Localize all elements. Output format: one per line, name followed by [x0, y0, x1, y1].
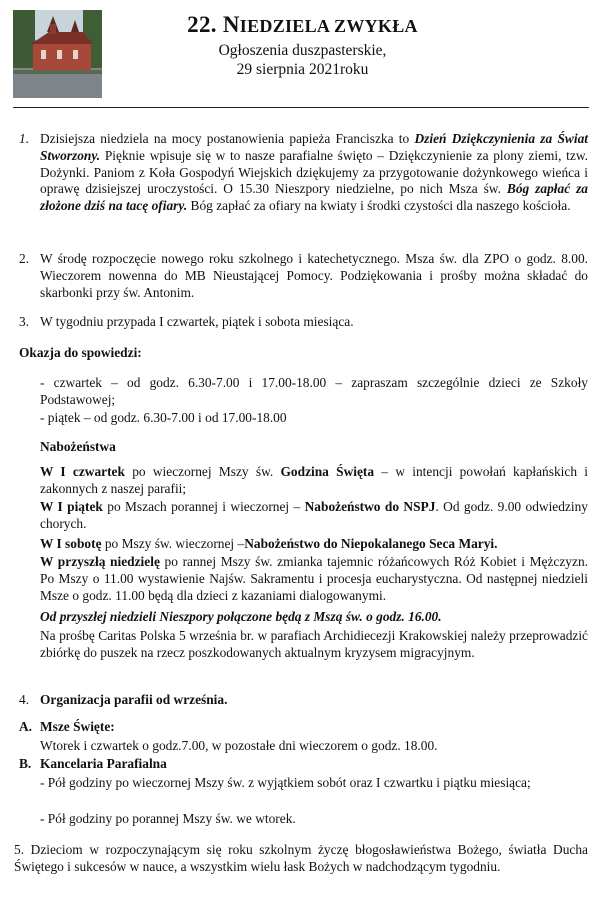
- services-thursday-label: W I czwartek: [40, 464, 125, 479]
- church-image: [13, 10, 102, 98]
- confession-heading: Okazja do spowiedzi:: [19, 345, 142, 360]
- item1-number: 1.: [19, 131, 30, 146]
- subA-text: Wtorek i czwartek o godz.7.00, w pozostałe dni wieczorem o godz. 18.00.: [40, 738, 438, 753]
- item1-text-a: Dzisiejsza niedziela na mocy postanowienia papieża Franciszka to: [40, 131, 415, 146]
- services-next-sunday-label: W przyszłą niedzielę: [40, 554, 160, 569]
- services-saturday-text: po Mszy św. wieczornej –: [101, 536, 245, 551]
- item1-text-b: Pięknie wpisuje się w to nasze parafialne święto – Dziękczynienie za plony ziemi, tzw. Dożynki. Paniom z Koła Gospodyń Wiejskich dziękujemy za przygotowanie dożynkowego wieńca i oprawę dzisiejszej uroczystości. O 15.30 Nieszpory niedzielne, po nich Msza św.: [40, 147, 588, 197]
- services-friday-label: W I piątek: [40, 499, 103, 514]
- services-saturday-label: W I sobotę: [40, 536, 102, 551]
- subA-letter: A.: [19, 719, 33, 734]
- item2-paragraph: W środę rozpoczęcie nowego roku szkolnego i katechetycznego. Msza św. dla ZPO o godz. 8.00. Wieczorem nowenna do MB Nieustającej Pomocy. Podziękowania i prośby można składać do skarbonki przy św. Antonim.: [40, 251, 588, 300]
- title-rest: IEDZIELA ZWYKŁA: [239, 16, 418, 36]
- services-next-sunday-text: po rannej Mszy św. zmianka tajemnic różańcowych Róż Kobiet i Mężczyzn. Po Mszy o 11.00 wystawienie Najśw. Sakramentu i procesja eucharystyczna. Od następnej niedzieli Msze o godz. 11.00 będą dla dzieci z kazaniami dialogowanymi.: [40, 554, 588, 603]
- services-friday-text-a: po Mszach porannej i wieczornej –: [102, 499, 305, 514]
- services-friday-text-b: . Od godz. 9.00 odwiedziny chorych.: [40, 499, 588, 531]
- services-vespers-note: Od przyszłej niedzieli Nieszpory połączone będą z Mszą św. o godz. 16.00.: [40, 609, 442, 624]
- subA-heading: Msze Święte:: [40, 719, 115, 734]
- services-thursday: [40, 464, 588, 498]
- services-saturday: [40, 536, 588, 553]
- item1-text-c: Bóg zapłać za ofiary na kwiaty i środki czystości dla naszego kościoła.: [187, 198, 571, 214]
- subB-line1: - Pół godziny po wieczornej Mszy św. z wyjątkiem sobót oraz I czwartku i piątku miesiąca;: [40, 775, 531, 790]
- services-thursday-text-a: po wieczornej Mszy św.: [124, 464, 281, 479]
- subB-heading: Kancelaria Parafialna: [40, 756, 167, 771]
- item4-heading: Organizacja parafii od września.: [40, 692, 228, 707]
- item1-paragraph: [40, 131, 588, 215]
- confession-thursday: - czwartek – od godz. 6.30-7.00 i 17.00-18.00 – zapraszam szczególnie dzieci ze Szkoły Podstawowej;: [40, 375, 588, 407]
- item3-paragraph: W tygodniu przypada I czwartek, piątek i sobota miesiąca.: [40, 314, 354, 329]
- title-number: 22.: [187, 12, 217, 37]
- title-cap-n: N: [222, 12, 240, 37]
- services-holy-hour: Godzina Święta: [280, 464, 375, 479]
- item2-number: 2.: [19, 251, 30, 266]
- item1-highlight-day: Dzień Dziękczynienia za Świat Stworzony.: [40, 131, 588, 163]
- services-heading: Nabożeństwa: [40, 439, 116, 454]
- item1-highlight-thanks: Bóg zapłać za złożone dziś na tacę ofiary.: [40, 181, 588, 214]
- header-divider: [13, 107, 589, 108]
- services-thursday-text-b: – w intencji powołań kapłańskich i zakonnych z naszej parafii;: [40, 464, 589, 496]
- item3-number: 3.: [19, 314, 30, 329]
- subtitle: Ogłoszenia duszpasterskie,: [218, 42, 387, 59]
- date: 29 sierpnia 2021roku: [236, 61, 369, 78]
- page-title: [130, 12, 475, 38]
- subB-line2: - Pół godziny po porannej Mszy św. we wtorek.: [40, 811, 296, 826]
- services-saturday-devotion: Nabożeństwo do Niepokalanego Seca Maryi.: [244, 536, 498, 551]
- church-photo: [13, 10, 102, 98]
- services-caritas: Na prośbę Caritas Polska 5 września br. w parafiach Archidiecezji Krakowskiej należy przeprowadzić zbiórkę do puszek na rzecz poszkodowanych aktualnym kryzysem migracyjnym.: [40, 628, 588, 660]
- subB-letter: B.: [19, 756, 32, 771]
- confession-friday: - piątek – od godz. 6.30-7.00 i od 17.00-18.00: [40, 410, 287, 425]
- services-friday: [40, 499, 588, 533]
- services-nspj: Nabożeństwo do NSPJ: [304, 499, 436, 514]
- item5-paragraph: 5. Dzieciom w rozpoczynającym się roku szkolnym życzę błogosławieństwa Bożego, światła Ducha Świętego i sukcesów w nauce, a wszystkim wielu łask Bożych w nadchodzącym tygodniu.: [14, 842, 588, 874]
- services-next-sunday: [40, 554, 588, 604]
- item4-number: 4.: [19, 692, 30, 707]
